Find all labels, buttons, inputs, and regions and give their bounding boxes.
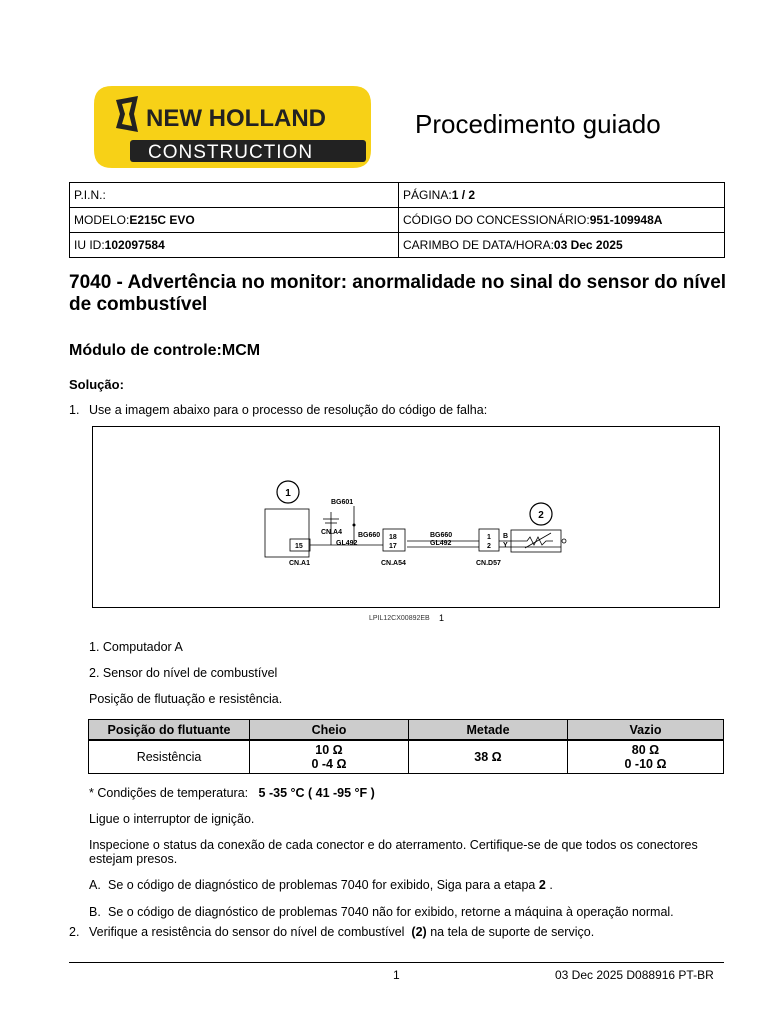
svg-text:GL492: GL492 <box>336 540 358 547</box>
option-b-label: B. <box>89 905 101 919</box>
header-table <box>69 182 725 258</box>
fault-heading: 7040 - Advertência no monitor: anormalidade no sinal do sensor do nível de combustível <box>69 272 727 315</box>
row-label: Resistência <box>89 740 250 774</box>
svg-text:1: 1 <box>487 534 491 541</box>
legend-item-2: 2. Sensor do nível de combustível <box>89 666 278 680</box>
table-row <box>89 740 724 774</box>
wiring-diagram-svg <box>93 427 719 607</box>
step2-number: 2. <box>69 925 80 939</box>
metade-value: 38 Ω <box>409 740 568 774</box>
svg-text:BG660: BG660 <box>430 532 453 539</box>
option-b-text: Se o código de diagnóstico de problemas 7040 não for exibido, retorne a máquina à operação normal. <box>108 905 674 919</box>
svg-text:CONSTRUCTION: CONSTRUCTION <box>148 142 314 163</box>
svg-text:BG601: BG601 <box>331 499 354 506</box>
footer-page-number: 1 <box>393 968 400 982</box>
stamp-cell: CARIMBO DE DATA/HORA:03 Dec 2025 <box>399 233 725 258</box>
module-heading: Módulo de controle:MCM <box>69 342 261 359</box>
svg-text:CN.A1: CN.A1 <box>289 560 311 567</box>
option-a-label: A. <box>89 878 101 892</box>
vazio-value: 80 Ω 0 -10 Ω <box>568 740 724 774</box>
dealer-cell: CÓDIGO DO CONCESSIONÁRIO:951-109948A <box>399 208 725 233</box>
page-title: Procedimento guiado <box>415 109 661 139</box>
legend-item-1: 1. Computador A <box>89 640 183 654</box>
svg-text:2: 2 <box>538 510 544 521</box>
svg-text:CN.A4: CN.A4 <box>321 529 343 536</box>
step1-text: Use a imagem abaixo para o processo de resolução do código de falha: <box>89 403 488 417</box>
inspect-text: Inspecione o status da conexão de cada conector e do aterramento. Certifique-se de que todos os conectores estejam presos. <box>89 838 698 866</box>
svg-text:18: 18 <box>389 534 397 541</box>
wiring-diagram <box>92 426 720 608</box>
col-header-vazio: Vazio <box>568 720 724 741</box>
svg-text:BG660: BG660 <box>358 532 381 539</box>
page-cell: PÁGINA:1 / 2 <box>399 183 725 208</box>
solution-label: Solução: <box>69 377 124 392</box>
pin-cell: P.I.N.: <box>70 183 399 208</box>
resistance-table <box>88 719 724 774</box>
iu-cell: IU ID:102097584 <box>70 233 399 258</box>
svg-text:GL492: GL492 <box>430 540 452 547</box>
temperature-conditions: * Condições de temperatura: 5 -35 °C ( 41 -95 °F ) <box>89 786 375 800</box>
footer-divider <box>69 962 724 963</box>
col-header-metade: Metade <box>409 720 568 741</box>
svg-text:CN.A54: CN.A54 <box>381 560 406 567</box>
cheio-value: 10 Ω 0 -4 Ω <box>250 740 409 774</box>
svg-text:CN.D57: CN.D57 <box>476 560 501 567</box>
svg-text:15: 15 <box>295 543 303 550</box>
svg-text:B: B <box>503 533 509 540</box>
model-cell: MODELO:E215C EVO <box>70 208 399 233</box>
step2-text: Verifique a resistência do sensor do nível de combustível (2) na tela de suporte de serviço. <box>89 925 595 939</box>
col-header-position: Posição do flutuante <box>89 720 250 741</box>
step1-number: 1. <box>69 403 80 417</box>
svg-text:2: 2 <box>487 543 491 550</box>
ignition-text: Ligue o interruptor de ignição. <box>89 812 255 826</box>
svg-text:1: 1 <box>285 488 291 499</box>
col-header-cheio: Cheio <box>250 720 409 741</box>
svg-text:NEW HOLLAND: NEW HOLLAND <box>146 105 326 132</box>
float-position-text: Posição de flutuação e resistência. <box>89 692 283 706</box>
diagram-code: LPIL12CX00892EB <box>369 615 430 622</box>
new-holland-logo <box>94 86 371 168</box>
option-a-text: Se o código de diagnóstico de problemas 7040 for exibido, Siga para a etapa 2 . <box>108 878 553 892</box>
footer-doc-info: 03 Dec 2025 D088916 PT-BR <box>555 968 714 982</box>
svg-text:17: 17 <box>389 543 397 550</box>
diagram-number: 1 <box>439 613 445 623</box>
svg-text:Y: Y <box>503 542 508 549</box>
